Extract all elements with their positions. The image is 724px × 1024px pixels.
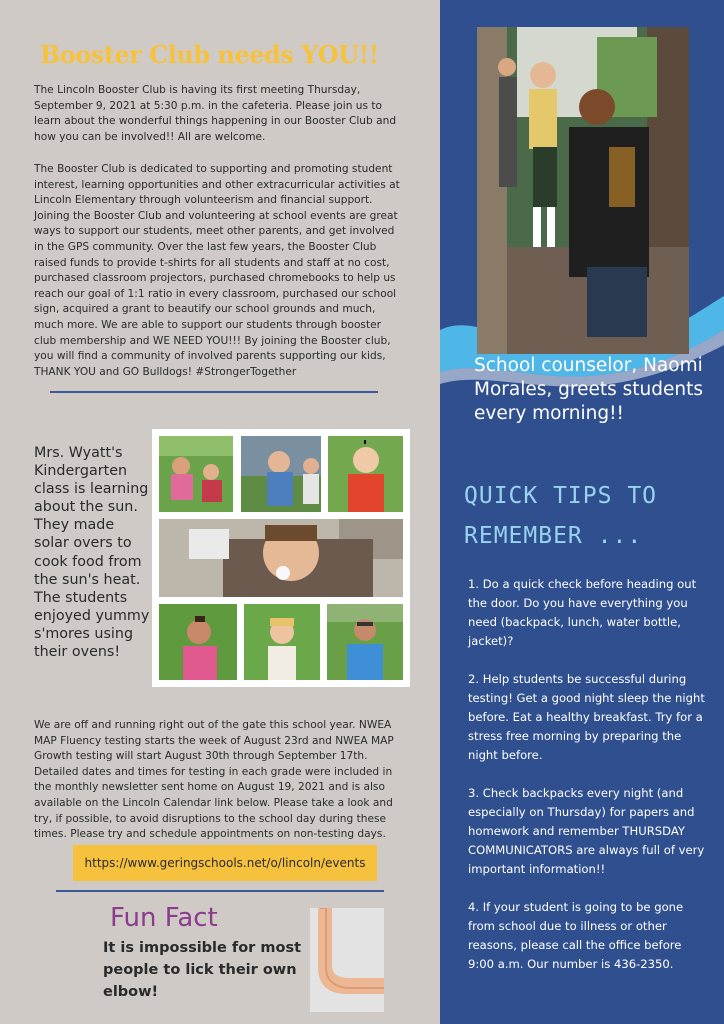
kindergarten-caption: Mrs. Wyatt's Kindergarten class is learning about the sun. They made solar overs to cook food from the sun's heat. The students enjoyed yummy s'mores using their ovens!	[34, 445, 150, 661]
counselor-photo	[477, 27, 689, 354]
tip-item: 1. Do a quick check before heading out the door. Do you have everything you need (backpack, lunch, water bottle, jacket)?	[468, 577, 697, 648]
collage-photo	[328, 436, 403, 512]
kindergarten-photo-collage	[152, 429, 410, 687]
booster-club-title: Booster Club needs YOU!!	[40, 40, 379, 69]
elbow-photo	[310, 908, 384, 1012]
quick-tips-list	[468, 575, 708, 993]
booster-closing-text: THANK YOU and GO Bulldogs! #StrongerTogether	[34, 365, 297, 378]
section-divider	[50, 391, 378, 393]
collage-photo	[159, 519, 403, 597]
booster-description-text: The Booster Club is dedicated to supporting and promoting student interest, learning opportunities and other extracurricular activities at Lincoln Elementary through volunteerism and financial support. Joining the Booster Club and volunteering at school events are great ways to support our students, meet other parents, and get involved in the GPS community. Over the last few years, the Booster Club raised funds to provide t-shirts for all students and staff at no cost, purchased classroom projectors, purchased chromebooks to help us reach our goal of 1:1 ratio in every classroom, purchased our school sign, acquired a grant to beautify our school grounds and much, much more. We are able to support our students through booster club membership and WE NEED YOU!!! By joining the Booster club, you will find a community of involved parents supporting our kids,	[34, 163, 400, 363]
tip-item: 4. If your student is going to be gone from school due to illness or other reasons, please call the office before 9:00 a.m. Our number is 436-2350.	[468, 900, 684, 971]
fun-fact-title: Fun Fact	[110, 903, 218, 933]
lincoln-events-link[interactable]: https://www.geringschools.net/o/lincoln/events	[73, 845, 377, 881]
testing-paragraph: We are off and running right out of the gate this school year. NWEA MAP Fluency testing starts the week of August 23rd and NWEA MAP Growth testing will start August 30th through September 17th. Detailed dates and times for testing in each grade were included in the monthly newsletter sent home on August 19, 2021 and is also available on the Lincoln Calendar link below. Please take a look and try, if possible, to avoid disruptions to the school day during these times. Please try and schedule appointments on non-testing days.	[34, 719, 394, 841]
counselor-caption: School counselor, Naomi Morales, greets students every morning!!	[474, 355, 703, 424]
collage-photo	[327, 604, 403, 680]
tip-item: 3. Check backpacks every night (and especially on Thursday) for papers and homework and remember THURSDAY COMMUNICATORS are always full of very important information!!	[468, 786, 705, 876]
fun-fact-text: It is impossible for most people to lick their own elbow!	[103, 940, 302, 1000]
collage-photo	[241, 436, 321, 512]
collage-photo	[159, 604, 237, 680]
booster-description-paragraph	[34, 162, 406, 380]
section-divider	[56, 890, 384, 892]
collage-photo	[244, 604, 320, 680]
booster-meeting-paragraph: The Lincoln Booster Club is having its first meeting Thursday, September 9, 2021 at 5:30 p.m. in the cafeteria. Please join us to learn about the wonderful things happening in our Booster Club and how you can be involved!! All are welcome.	[34, 84, 397, 143]
collage-photo	[159, 436, 233, 512]
tip-item: 2. Help students be successful during testing! Get a good night sleep the night before. Eat a healthy breakfast. Try for a stress free morning by preparing the night before.	[468, 672, 705, 762]
quick-tips-title: QUICK TIPS TO REMEMBER ...	[464, 483, 658, 549]
